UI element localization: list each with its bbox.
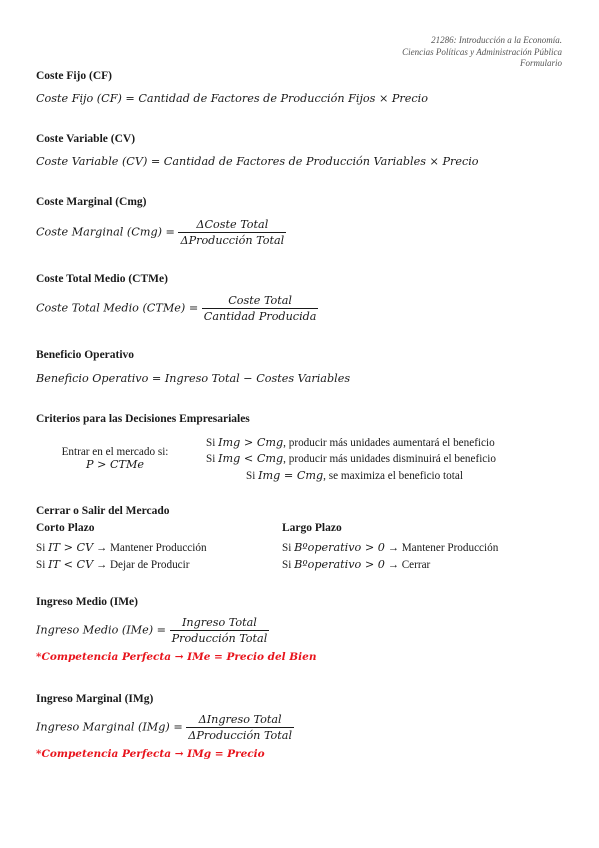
criterios-rule-3 bbox=[246, 469, 463, 482]
ime-title: Ingreso Medio (IMe) bbox=[36, 596, 138, 608]
img-note-label: *Competencia Perfecta bbox=[36, 748, 172, 760]
cv-formula: Coste Variable (CV) = Cantidad de Factores de Producción Variables × Precio bbox=[36, 155, 479, 168]
cmg-fraction bbox=[178, 217, 286, 248]
cmg-title: Coste Marginal (Cmg) bbox=[36, 196, 147, 208]
img-denominator: ΔProducción Total bbox=[188, 729, 293, 742]
criterios-rule-2-pre: Si bbox=[206, 453, 219, 465]
cerrar-corto-rule-1-post: → Mantener Producción bbox=[93, 542, 207, 554]
criterios-rule-1-math: Img > Cmg bbox=[218, 436, 284, 449]
cerrar-largo-heading: Largo Plazo bbox=[282, 522, 342, 534]
criterios-entry-math: P > CTMe bbox=[85, 458, 145, 471]
cerrar-corto-rule-2-math: IT < CV bbox=[48, 558, 94, 571]
img-note-text: → IMg = Precio bbox=[171, 748, 265, 760]
header-doc-type: Formulario bbox=[519, 58, 562, 68]
ctme-denominator: Cantidad Producida bbox=[203, 310, 317, 323]
cerrar-corto-rule-2 bbox=[36, 558, 189, 571]
criterios-rule-1 bbox=[206, 436, 495, 449]
ime-numerator: Ingreso Total bbox=[170, 615, 270, 631]
img-lhs: Ingreso Marginal (IMg) = bbox=[36, 720, 183, 734]
cerrar-largo-rule-1-math: Bºoperativo > 0 bbox=[294, 541, 385, 554]
cerrar-largo-rule-2-post: → Cerrar bbox=[384, 559, 431, 571]
cerrar-title: Cerrar o Salir del Mercado bbox=[36, 505, 170, 517]
ime-note-label: *Competencia Perfecta bbox=[36, 651, 172, 663]
img-numerator: ΔIngreso Total bbox=[186, 712, 294, 728]
criterios-rule-2-math: Img < Cmg bbox=[218, 452, 284, 465]
criterios-rule-1-post: , producir más unidades aumentará el beneficio bbox=[283, 437, 495, 449]
criterios-rule-2 bbox=[206, 452, 496, 465]
ctme-title: Coste Total Medio (CTMe) bbox=[36, 273, 168, 285]
cerrar-largo-rule-2 bbox=[282, 558, 430, 571]
ime-fraction bbox=[170, 615, 270, 646]
criterios-rule-3-pre: Si bbox=[246, 470, 259, 482]
ctme-numerator: Coste Total bbox=[202, 293, 319, 309]
ime-note-text: → IMe = Precio del Bien bbox=[171, 651, 317, 663]
criterios-rule-3-post: , se maximiza el beneficio total bbox=[323, 470, 463, 482]
criterios-entry-text: Entrar en el mercado si: bbox=[61, 446, 169, 458]
cerrar-largo-rule-1 bbox=[282, 541, 498, 554]
criterios-rule-2-post: , producir más unidades disminuirá el beneficio bbox=[283, 453, 496, 465]
img-note bbox=[36, 748, 265, 760]
bo-formula: Beneficio Operativo = Ingreso Total − Costes Variables bbox=[36, 372, 351, 385]
ime-lhs: Ingreso Medio (IMe) = bbox=[36, 623, 167, 637]
header-degree: Ciencias Políticas y Administración Pública bbox=[402, 46, 562, 57]
ime-note bbox=[36, 651, 317, 663]
ime-denominator: Producción Total bbox=[171, 632, 268, 645]
bo-title: Beneficio Operativo bbox=[36, 349, 135, 361]
cerrar-largo-rule-2-math: Bºoperativo > 0 bbox=[294, 558, 385, 571]
cerrar-corto-rule-1 bbox=[36, 541, 207, 554]
cf-formula: Coste Fijo (CF) = Cantidad de Factores de Producción Fijos × Precio bbox=[36, 92, 428, 105]
ime-formula bbox=[36, 615, 269, 646]
cerrar-corto-rule-2-post: → Dejar de Producir bbox=[93, 559, 190, 571]
document-header bbox=[402, 35, 562, 70]
ctme-formula bbox=[36, 293, 318, 324]
cerrar-corto-rule-2-pre: Si bbox=[36, 559, 49, 571]
cmg-numerator: ΔCoste Total bbox=[178, 217, 286, 233]
ctme-lhs: Coste Total Medio (CTMe) = bbox=[36, 301, 199, 315]
criterios-entry-rule bbox=[56, 446, 174, 471]
header-course: 21286: Introducción a la Economía. bbox=[431, 35, 562, 45]
cerrar-corto-rule-1-pre: Si bbox=[36, 542, 49, 554]
ctme-fraction bbox=[202, 293, 319, 324]
cmg-denominator: ΔProducción Total bbox=[180, 234, 285, 247]
img-fraction bbox=[186, 712, 294, 743]
img-formula bbox=[36, 712, 294, 743]
cmg-formula bbox=[36, 217, 286, 248]
cv-title: Coste Variable (CV) bbox=[36, 133, 136, 145]
cmg-lhs: Coste Marginal (Cmg) = bbox=[36, 225, 175, 239]
cerrar-largo-rule-1-pre: Si bbox=[282, 542, 295, 554]
cerrar-largo-rule-1-post: → Mantener Producción bbox=[384, 542, 499, 554]
cerrar-largo-rule-2-pre: Si bbox=[282, 559, 295, 571]
cf-title: Coste Fijo (CF) bbox=[36, 70, 113, 82]
img-title: Ingreso Marginal (IMg) bbox=[36, 693, 154, 705]
cerrar-corto-heading: Corto Plazo bbox=[36, 522, 95, 534]
cerrar-corto-rule-1-math: IT > CV bbox=[48, 541, 94, 554]
criterios-title: Criterios para las Decisiones Empresariales bbox=[36, 413, 250, 425]
criterios-rule-3-math: Img = Cmg bbox=[258, 469, 324, 482]
criterios-rule-1-pre: Si bbox=[206, 437, 219, 449]
